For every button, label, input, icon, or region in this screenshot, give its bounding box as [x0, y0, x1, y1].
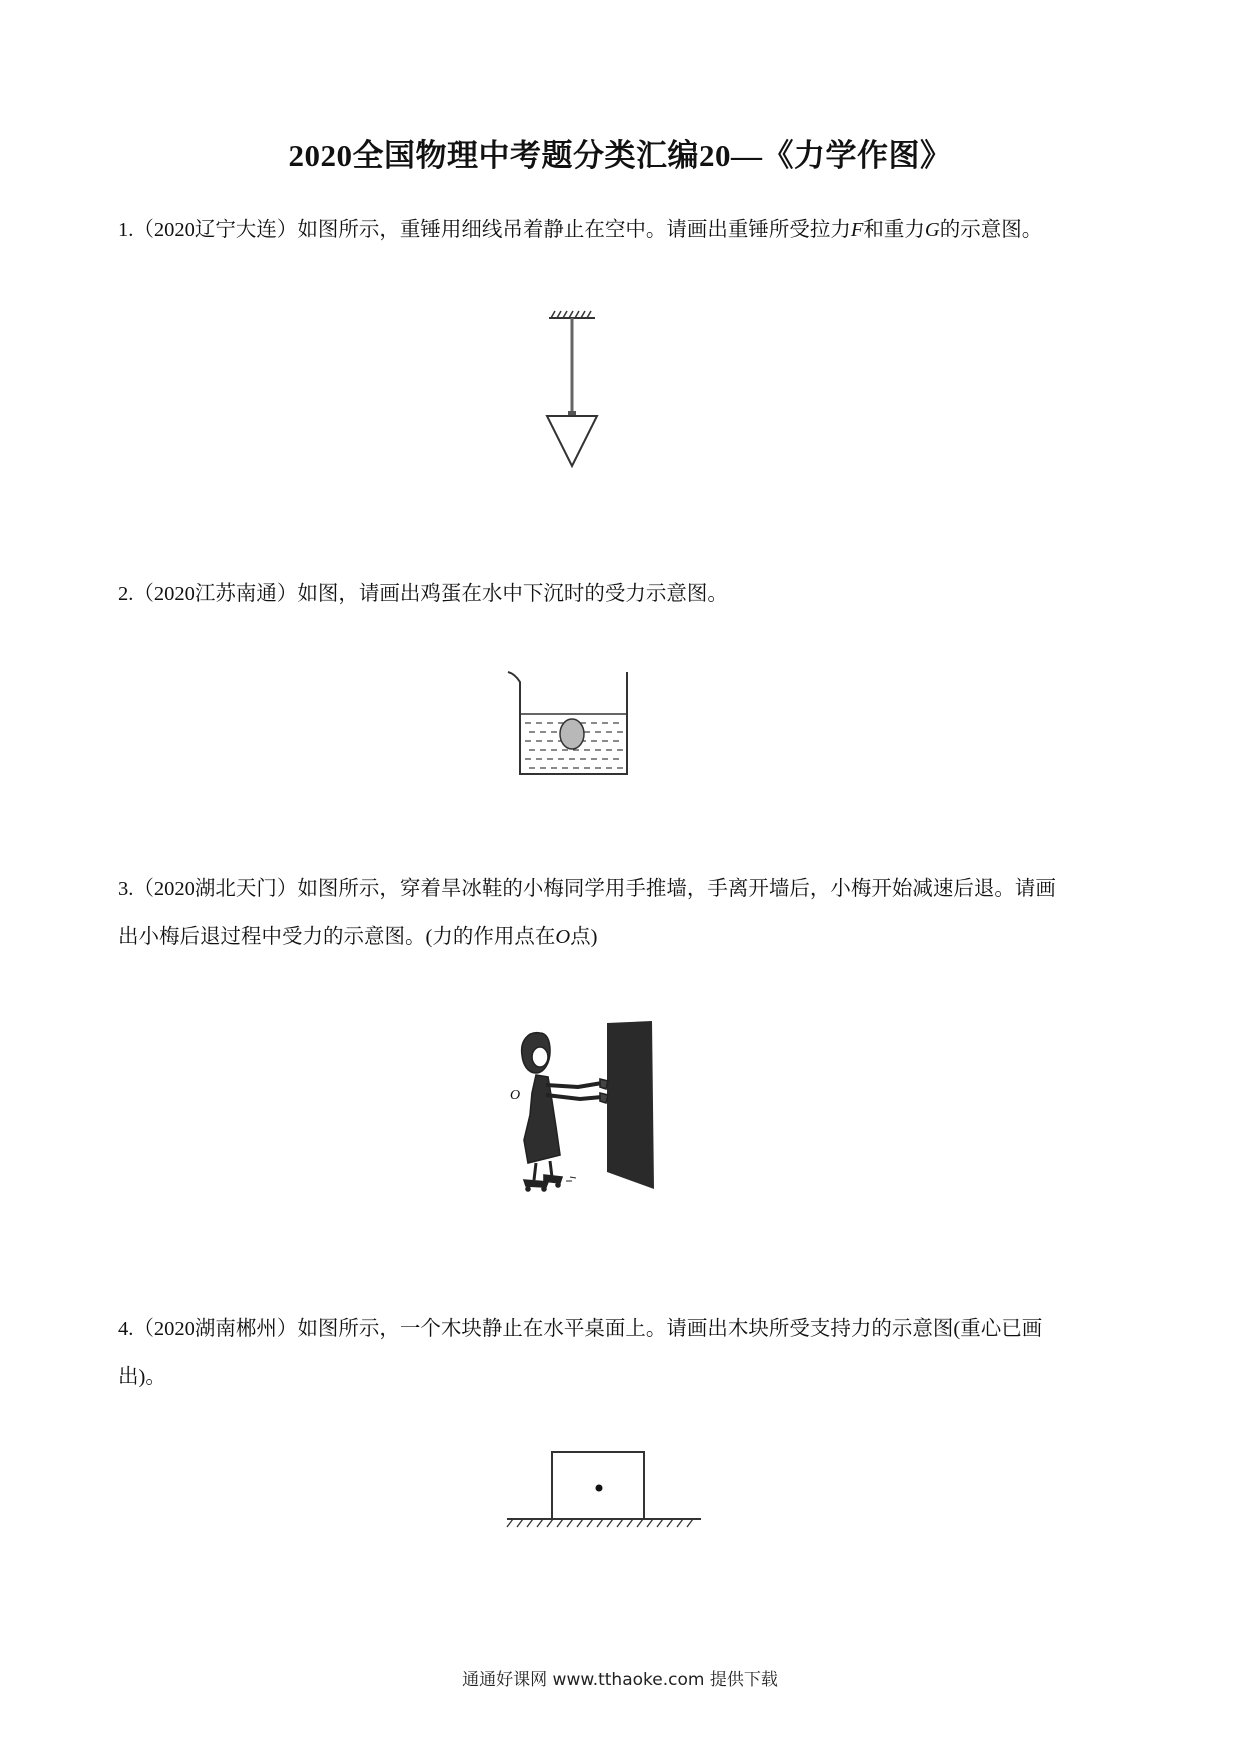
q1-text-before: 1.（2020辽宁大连）如图所示，重锤用细线吊着静止在空中。请画出重锤所受拉力: [118, 219, 851, 241]
question-1-text: [118, 206, 1128, 254]
q1-text-mid: 和重力: [863, 219, 925, 241]
egg: [560, 719, 584, 749]
question-4-text: [118, 1305, 1128, 1401]
wall: [607, 1021, 654, 1189]
q1-var-g: G: [924, 219, 940, 241]
point-o-label: O: [510, 1088, 521, 1103]
q3-line-2-after: 点): [570, 926, 598, 948]
figure-hanging-weight: [535, 310, 625, 475]
q3-line-1: 3.（2020湖北天门）如图所示，穿着旱冰鞋的小梅同学用手推墙，手离开墙后，小梅开始减速后退。请画: [118, 878, 1056, 900]
q1-text-after: 的示意图。: [939, 219, 1043, 241]
q3-line-2: [118, 913, 1128, 961]
figure-beaker-egg: [505, 668, 635, 780]
plumb-weight: [547, 416, 597, 466]
q1-var-f: F: [850, 219, 864, 241]
q3-var-o: O: [555, 926, 571, 948]
page-title: 2020全国物理中考题分类汇编20—《力学作图》: [288, 138, 952, 173]
question-2-text: 2.（2020江苏南通）如图，请画出鸡蛋在水中下沉时的受力示意图。: [118, 583, 728, 605]
question-3-text: [118, 865, 1128, 961]
girl-skater: [522, 1033, 608, 1191]
page-footer: 通通好课网 www.tthaoke.com 提供下载: [462, 1670, 778, 1690]
ceiling-hatching: [549, 311, 595, 318]
table-hatching: [507, 1519, 693, 1527]
figure-girl-pushing-wall: [500, 1015, 660, 1195]
q4-line-2: 出)。: [118, 1366, 166, 1388]
center-of-gravity: [596, 1485, 603, 1492]
figure-block-on-table: [505, 1448, 705, 1528]
q4-line-1: 4.（2020湖南郴州）如图所示，一个木块静止在水平桌面上。请画出木块所受支持力的示意图(重心已画: [118, 1318, 1043, 1340]
q3-line-2-before: 出小梅后退过程中受力的示意图。(力的作用点在: [118, 926, 556, 948]
